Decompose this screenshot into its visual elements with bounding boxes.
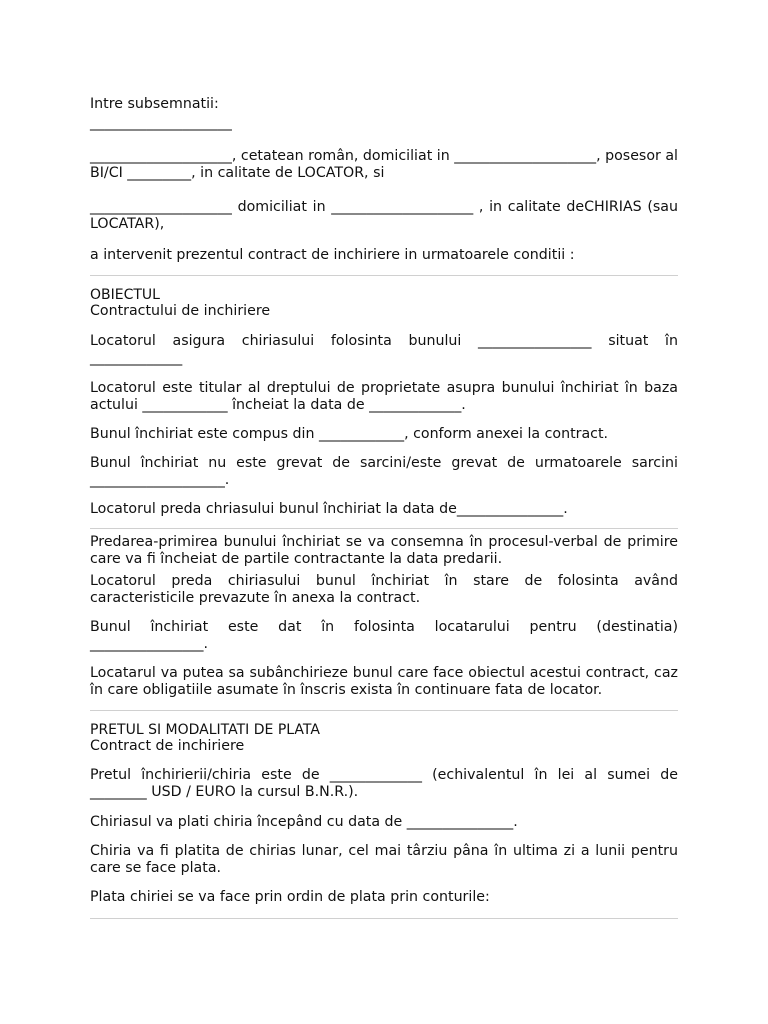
paragraph: Locatorul preda chiriasului bunul închiriat în stare de folosinta având caracteristicile prevazute în anexa la contract. [90, 573, 678, 606]
party1-paragraph: ____________________, cetatean român, domiciliat in ____________________, posesor al BI/CI _________, in calitate de LOCATOR, si [90, 148, 678, 181]
intro-closing: a intervenit prezentul contract de inchiriere in urmatoarele conditii : [90, 247, 575, 263]
paragraph: Pretul închirierii/chiria este de _____________ (echivalentul în lei al sumei de ________ USD / EURO la cursul B.N.R.). [90, 767, 678, 800]
paragraph: Bunul închiriat este dat în folosinta locatarului pentru (destinatia) ________________. [90, 619, 678, 652]
divider [90, 275, 678, 276]
paragraph: Locatorul asigura chiriasului folosinta bunului ________________ situat în _____________ [90, 333, 678, 366]
paragraph: Plata chiriei se va face prin ordin de plata prin conturile: [90, 889, 490, 905]
paragraph: Chiriasul va plati chiria începând cu data de _______________. [90, 814, 518, 830]
divider [90, 710, 678, 711]
paragraph: Locatarul va putea sa subânchirieze bunul care face obiectul acestui contract, caz în care obligatiile asumate în înscris exista în continuare fata de locator. [90, 665, 678, 698]
section-subtitle: Contractului de inchiriere [90, 303, 271, 319]
section-subtitle: Contract de inchiriere [90, 738, 245, 754]
section-title-obiectul: OBIECTUL [90, 287, 160, 303]
paragraph: Bunul închiriat este compus din ____________, conform anexei la contract. [90, 426, 609, 442]
divider [90, 918, 678, 919]
document-body [90, 96, 678, 919]
paragraph: Locatorul este titular al dreptului de proprietate asupra bunului închiriat în baza actului ____________ încheiat la data de _____________. [90, 380, 678, 413]
paragraph: Locatorul preda chriasului bunul închiriat la data de_______________. [90, 501, 568, 517]
paragraph: Bunul închiriat nu este grevat de sarcini/este grevat de urmatoarele sarcini ___________________. [90, 455, 678, 488]
intro-blank-line: ____________________ [90, 115, 232, 131]
section-title-pretul: PRETUL SI MODALITATI DE PLATA [90, 722, 320, 738]
intro-heading: Intre subsemnatii: [90, 96, 219, 112]
party2-paragraph: ____________________ domiciliat in ____________________ , in calitate deCHIRIAS (sau LOCATAR), [90, 199, 678, 232]
divider [90, 528, 678, 529]
paragraph: Predarea-primirea bunului închiriat se va consemna în procesul-verbal de primire care va fi încheiat de partile contractante la data predarii. [90, 534, 678, 567]
paragraph: Chiria va fi platita de chirias lunar, cel mai târziu pâna în ultima zi a lunii pentru care se face plata. [90, 843, 678, 876]
